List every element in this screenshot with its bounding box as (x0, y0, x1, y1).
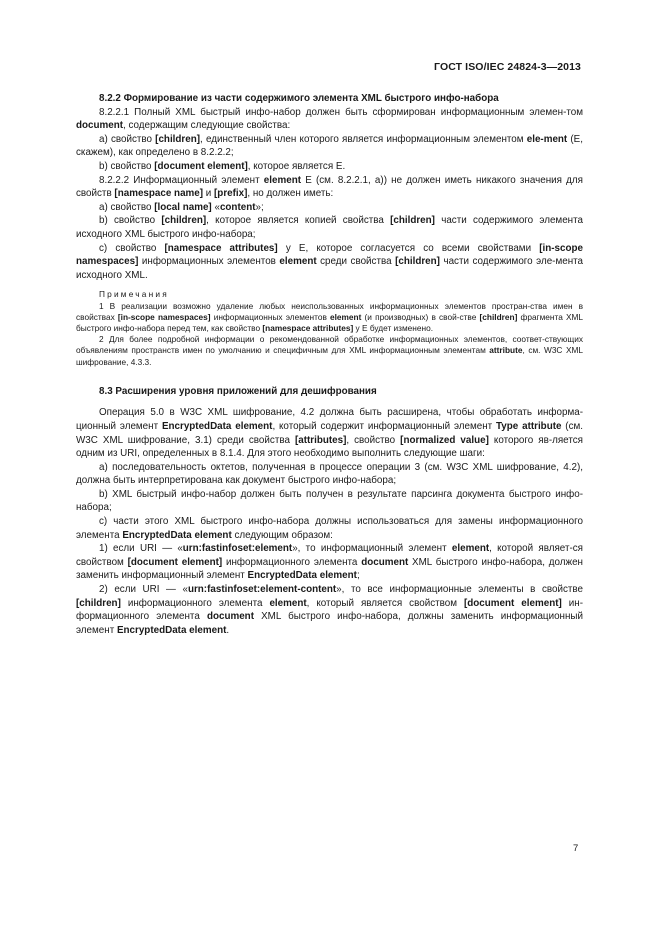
paragraph-8222 (76, 174, 583, 201)
text-run: XML быстрого инфо-набора, должны заменить информационный элемент (76, 611, 583, 636)
list-item-2c (76, 242, 583, 283)
term: element (330, 311, 362, 322)
list-item-a (76, 133, 583, 160)
term: attribute (489, 345, 523, 356)
text-run: (Е, скажем), как определено в 8.2.2.2; (76, 133, 583, 159)
term: [children] (395, 256, 440, 268)
text-run: , единственный член которого является информационным элементом (200, 133, 527, 145)
term: element (263, 174, 301, 186)
sub-item-1 (76, 542, 583, 583)
text-run: , которое является Е. (247, 160, 346, 172)
text-run: которого яв-ляется одним из URI, определенных в 8.1.4. Для этого необходимо выполнить следующие шаги: (76, 434, 583, 460)
text-run: 8.2.2.2 Информационный элемент (99, 174, 264, 186)
term: [document element] (463, 597, 562, 609)
page-number: 7 (573, 843, 579, 854)
document-body (76, 92, 583, 637)
term: element (451, 543, 490, 555)
term: ele-ment (526, 133, 568, 145)
text-run: »; (255, 201, 264, 213)
text-run: среди свойства (316, 256, 396, 268)
text-run: , свойство (346, 434, 401, 446)
term: [prefix] (214, 188, 248, 200)
term: [children] (479, 311, 518, 322)
text-run: информационного элемента (222, 556, 362, 568)
step-b: b) XML быстрый инфо-набор должен быть получен в результате парсинга документа быстрого инфо-набора; (76, 488, 583, 514)
standard-code-header: ГОСТ ISO/IEC 24824-3—2013 (434, 61, 581, 73)
text-run: , который содержит информационный элемент (272, 420, 497, 432)
text-run: 1 В реализации возможно удаление любых неиспользованных информационных элементов простран-ства имен в свойствах (76, 300, 583, 322)
term: [children] (155, 133, 201, 145)
text-run: a) свойство (99, 201, 155, 213)
term: EncryptedData element (116, 624, 227, 636)
term: Type attribute (496, 420, 562, 432)
term: [local name] (154, 201, 212, 213)
list-item-b (76, 160, 583, 174)
text-run: , содержащим следующие свойства: (123, 120, 291, 132)
text-run: . (226, 624, 230, 636)
text-run: информационного элемента (120, 597, 270, 609)
term: [namespace name] (114, 188, 204, 200)
term: [in-scope namespaces] (76, 242, 583, 268)
term: [attributes] (294, 434, 347, 446)
text-run: части содержимого элемента исходного XML быстрого инфо-набора; (76, 215, 583, 240)
text-run: », то все информационные элементы в свойстве (336, 584, 583, 596)
term: [in-scope namespaces] (117, 311, 211, 322)
step-a: a) последовательность октетов, полученная в процессе операции 3 (см. W3C XML шифрование, 4.2), должна быть интерпретирована как документ быстрого инфо-набора; (76, 461, 583, 487)
text-run: фрагмента XML быстрого инфо-набора перед тем, как свойство (76, 311, 584, 333)
text-run: XML быстрого инфо-набора, должен заменить информационный элемент (76, 556, 583, 582)
note-2 (76, 334, 583, 368)
text-run: у Е, которое согласуется со всеми свойствами (277, 242, 540, 254)
text-run: b) свойство (99, 160, 155, 172)
term: [document element] (127, 556, 223, 568)
text-run: Операция 5.0 в W3C XML шифрование, 4.2 должна быть расширена, чтобы обработать информа-ционный элемент (76, 407, 583, 432)
term: document (206, 611, 254, 623)
notes-block (76, 289, 583, 367)
text-run: ин-формационного элемента (76, 597, 583, 623)
text-run: 1) если URI — « (99, 543, 183, 555)
text-run: c) части этого XML быстрого инфо-набора должны использоваться для замены информационного элемента (76, 516, 583, 541)
text-run: , но должен иметь: (247, 188, 334, 200)
term: element (279, 256, 317, 268)
text-run: 2 Для более подробной информации о рекомендованной обработке информационных элементов, соответ-ствующих объявлениям пространств имен по умолчанию и специфичным для XML информационным элементам (76, 334, 583, 356)
text-run: , который является свойством (306, 597, 464, 609)
paragraph-8221 (76, 106, 583, 133)
section-83-intro (76, 406, 583, 460)
text-run: , см. W3C XML шифрование, 4.3.3. (76, 345, 583, 367)
term: [children] (390, 215, 435, 227)
list-item-2a (76, 201, 583, 215)
term: EncryptedData element (247, 570, 357, 582)
text-run: 2) если URI — « (99, 584, 188, 596)
note-1 (76, 301, 583, 335)
text-run: », то информационный элемент (292, 543, 452, 555)
list-item-2b (76, 214, 583, 241)
text-run: и (203, 188, 215, 200)
text-run: 8.2.2.1 Полный XML быстрый инфо-набор должен быть сформирован информационным элемен-том (99, 106, 583, 118)
notes-title: Примечания (99, 289, 169, 300)
term: document (361, 556, 409, 568)
text-run: , которое является копией свойства (206, 215, 391, 227)
term: EncryptedData element (122, 529, 232, 541)
text-run: ; (356, 570, 360, 582)
text-run: , которой являет-ся свойством (76, 543, 583, 568)
term: element (269, 597, 307, 609)
term: [namespace attributes] (164, 242, 278, 254)
term: [normalized value] (400, 434, 489, 446)
text-run: информационных элементов (210, 311, 331, 322)
step-c (76, 515, 583, 542)
term: content (219, 201, 256, 213)
text-run: следующим образом: (231, 529, 333, 541)
term: document (76, 120, 124, 132)
section-822-heading: 8.2.2 Формирование из части содержимого элемента XML быстрого инфо-набора (99, 93, 499, 104)
text-run: (см. W3C XML шифрование, 3.1) среди свойства (76, 420, 584, 446)
text-run: a) свойство (99, 133, 156, 145)
term: [namespace attributes] (262, 322, 354, 333)
text-run: у Е будет изменено. (353, 322, 433, 333)
text-run: (и производных) в свой-стве (361, 311, 480, 322)
text-run: b) свойство (99, 215, 162, 227)
text-run: информационных элементов (138, 256, 280, 268)
sub-item-2 (76, 583, 583, 637)
text-run: части содержимого эле-мента исходного XML. (76, 256, 583, 281)
section-83-heading: 8.3 Расширения уровня приложений для дешифрования (99, 385, 377, 397)
text-run: « (211, 201, 220, 213)
term: urn:fastinfoset:element-content (187, 584, 337, 596)
text-run: Е (см. 8.2.2.1, а)) не должен иметь никакого значения для свойств (76, 174, 583, 200)
text-run: c) свойство (99, 242, 165, 254)
term: EncryptedData element (161, 420, 273, 432)
term: [children] (76, 597, 121, 609)
term: urn:fastinfoset:element (182, 543, 293, 555)
term: [document element] (154, 160, 248, 172)
term: [children] (161, 215, 207, 227)
